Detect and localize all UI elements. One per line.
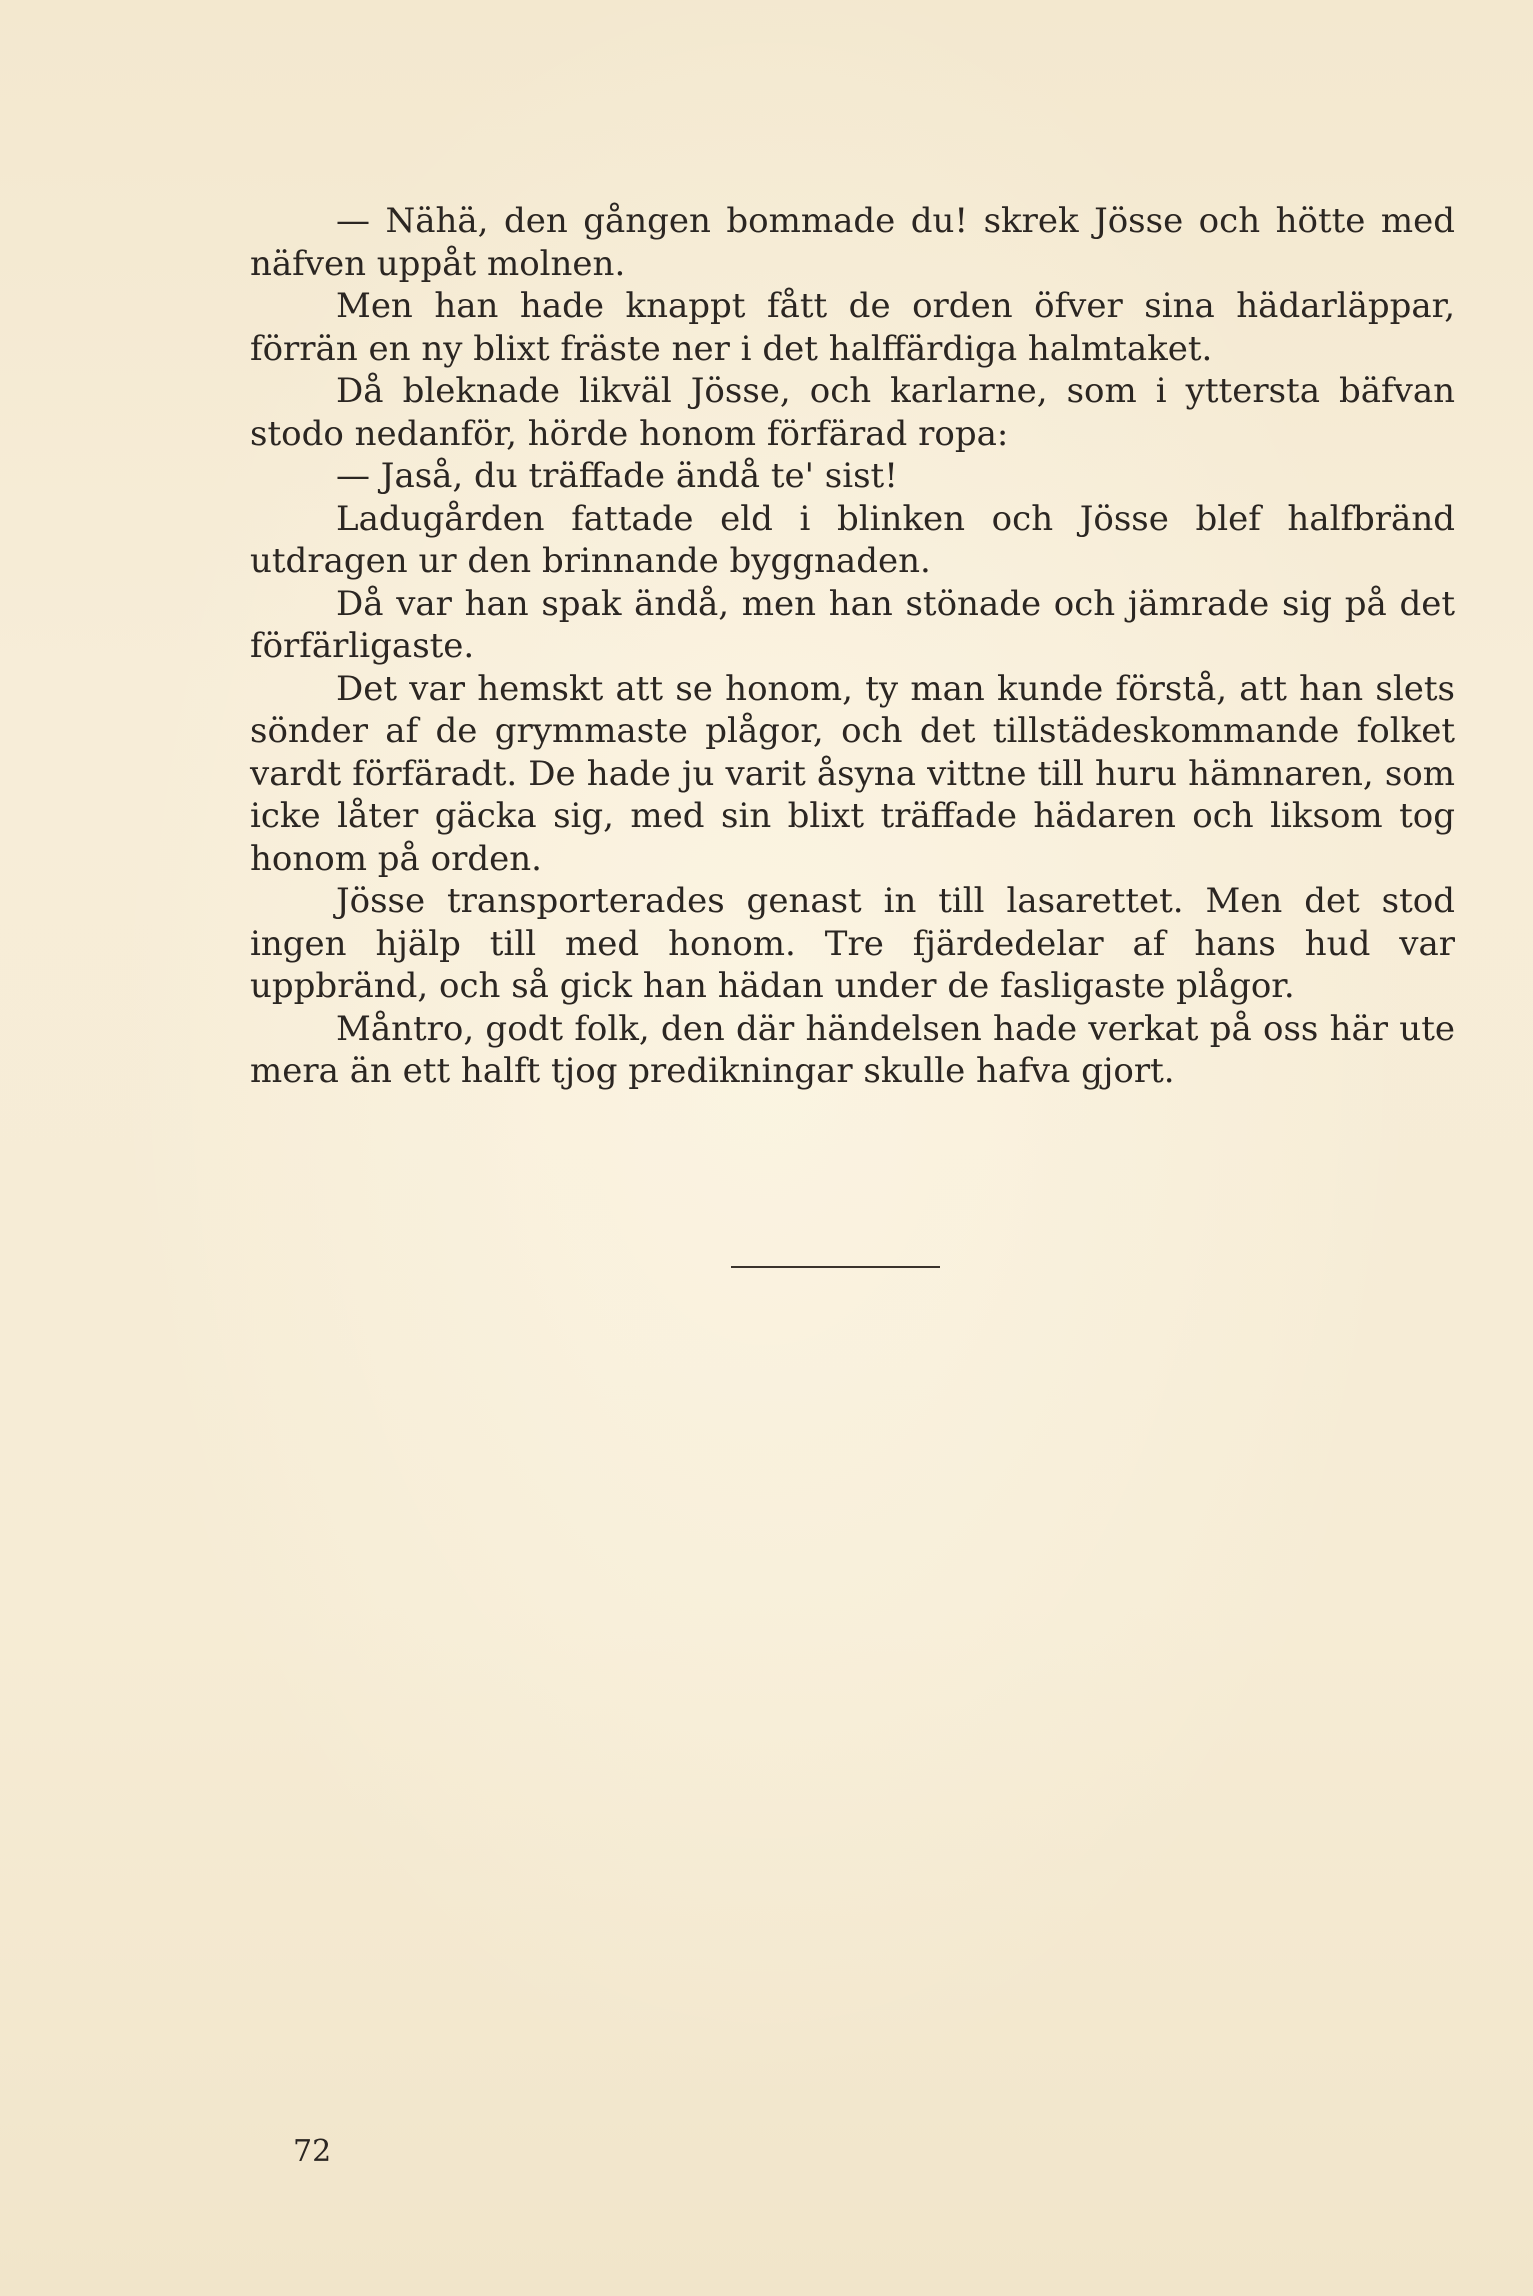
paragraph-8: Jösse transporterades genast in till lasarettet. Men det stod ingen hjälp till med honom. Tre fjärdedelar af hans hud var uppbränd, och så gick han hädan under de fasligaste plågor.: [250, 881, 1455, 1006]
body-text: [250, 200, 1455, 1093]
paragraph-5: Ladugården fattade eld i blinken och Jösse blef halfbränd utdragen ur den brinnande byggnaden.: [250, 498, 1455, 581]
paragraph-6: Då var han spak ändå, men han stönade och jämrade sig på det förfärligaste.: [250, 583, 1455, 666]
section-divider: [731, 1266, 940, 1268]
page-number: 72: [293, 2134, 332, 2169]
paragraph-3: Då bleknade likväl Jösse, och karlarne, som i yttersta bäfvan stodo nedanför, hörde honom förfärad ropa:: [250, 371, 1455, 454]
paragraph-2: Men han hade knappt fått de orden öfver sina hädarläppar, förrän en ny blixt fräste ner i det halffärdiga halmtaket.: [250, 286, 1455, 369]
paragraph-9: Måntro, godt folk, den där händelsen hade verkat på oss här ute mera än ett halft tjog predikningar skulle hafva gjort.: [250, 1008, 1455, 1091]
paragraph-7: Det var hemskt att se honom, ty man kunde förstå, att han slets sönder af de grymmaste plågor, och det tillstädeskommande folket vardt förfäradt. De hade ju varit åsyna vittne till huru hämnaren, som icke låter gäcka sig, med sin blixt träffade hädaren och liksom tog honom på orden.: [250, 668, 1455, 879]
paragraph-4: — Jaså, du träffade ändå te' sist!: [336, 456, 898, 496]
paragraph-1: — Nähä, den gången bommade du! skrek Jösse och hötte med näfven uppåt molnen.: [250, 201, 1455, 284]
